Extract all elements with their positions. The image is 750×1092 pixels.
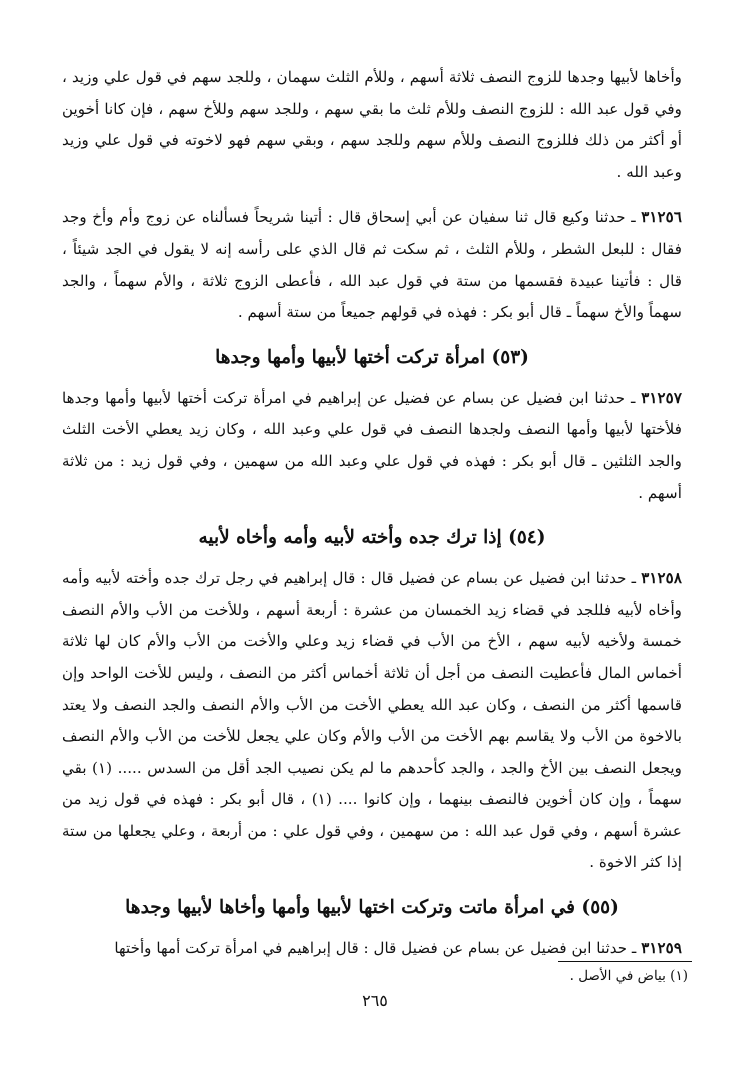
hadith-number: ٣١٢٥٩ bbox=[641, 939, 682, 958]
paragraph-text: وأخاها لأبيها وجدها للزوج النصف ثلاثة أسهم ، وللأم الثلث سهمان ، وللجد سهم في قول علي وزيد ، وفي قول عبد الله : للزوج النصف وللأم ثلث ما بقي سهم ، وللجد سهم وللأخ سهم ، فإن كانا أخوين أو أكثر من ذلك فللزوج النصف وللأم سهم وللجد سهم ، وبقي سهم فهو لاخوته في قول علي وزيد وعبد الله . bbox=[62, 68, 682, 181]
paragraph-text: ـ حدثنا ابن فضيل عن بسام عن فضيل عن إبراهيم في امرأة تركت أختها لأبيها وأمها وجدها فلأختها لأبيها وأمها النصف ولجدها النصف في قول علي وعبد الله ، وكان زيد يعطي الأخت الثلث والجد الثلثين ـ قال أبو بكر : فهذه في قول علي وعبد الله من سهمين ، وفي قول زيد : من ثلاثة أسهم . bbox=[62, 388, 682, 502]
hadith-number: ٣١٢٥٦ bbox=[641, 208, 682, 227]
paragraph bbox=[62, 933, 682, 965]
paragraph bbox=[62, 62, 682, 188]
section-heading: (٥٤) إذا ترك جده وأخته لأبيه وأمه وأخاه لأبيه bbox=[198, 527, 546, 549]
page-number: ٢٦٥ bbox=[362, 991, 388, 1010]
footnote: (١) بياض في الأصل . bbox=[569, 968, 688, 984]
hadith-number: ٣١٢٥٧ bbox=[641, 388, 682, 407]
page-body bbox=[62, 62, 682, 979]
paragraph bbox=[62, 563, 682, 879]
hadith-number: ٣١٢٥٨ bbox=[641, 569, 682, 588]
footnote-divider bbox=[558, 961, 692, 962]
section-heading: (٥٣) امرأة تركت أختها لأبيها وأمها وجدها bbox=[215, 346, 529, 368]
paragraph-text: ـ حدثنا ابن فضيل عن بسام عن فضيل قال : قال إبراهيم في امرأة تركت أمها وأختها bbox=[114, 939, 642, 958]
paragraph-text: ـ حدثنا ابن فضيل عن بسام عن فضيل قال : قال إبراهيم في رجل ترك جده وأخته لأبيه وأمه وأخاه لأبيه فللجد في قضاء زيد الخمسان من عشرة : أربعة أسهم ، وللأخت من الأب والأم النصف خمسة ولأخيه لأبيه سهم ، الأخ من الأب في قضاء زيد وعلي والأخت من الأب والأم كان لها ثلاثة أخماس المال فأعطيت النصف من أجل أن ثلاثة أخماس أكثر من النصف ، وليس للأخت الواحد وإن قاسمها أكثر من النصف ، وكان عبد الله يعطي الأخت من الأب والأم النصف والجد النصف ولا يعتد بالاخوة من الأب ولا يقاسم بهم الأخت من الأب والأم وكان علي يجعل للأخت من الأب والأم النصف ويجعل النصف بين الأخ والجد ، والجد كأحدهم ما لم يكن نصيب الجد أقل من السدس ..... (١) بقي سهماً ، وإن كان أخوين فالنصف بينهما ، وإن كانوا .... (١) ، قال أبو بكر : فهذه في قول زيد من عشرة أسهم ، وفي قول عبد الله : من سهمين ، وفي قول علي : من أربعة ، وعلي يجعلها من ستة إذا كثر الاخوة . bbox=[62, 569, 682, 872]
paragraph bbox=[62, 202, 682, 328]
paragraph bbox=[62, 383, 682, 509]
section-heading: (٥٥) في امرأة ماتت وتركت اختها لأبيها وأمها وأخاها لأبيها وجدها bbox=[125, 897, 619, 919]
paragraph-text: ـ حدثنا وكيع قال ثنا سفيان عن أبي إسحاق قال : أتينا شريحاً فسألناه عن زوج وأم وأخ وجد فقال : للبعل الشطر ، وللأم الثلث ، ثم سكت ثم قال الذي على رأسه إنه لا يقول في الجد شيئاً ، قال : فأتينا عبيدة فقسمها من ستة في قول عبد الله ، فأعطى الزوج ثلاثة ، والأم سهماً ، والجد سهماً والأخ سهماً ـ قال أبو بكر : فهذه في قولهم جميعاً من ستة أسهم . bbox=[62, 208, 682, 322]
